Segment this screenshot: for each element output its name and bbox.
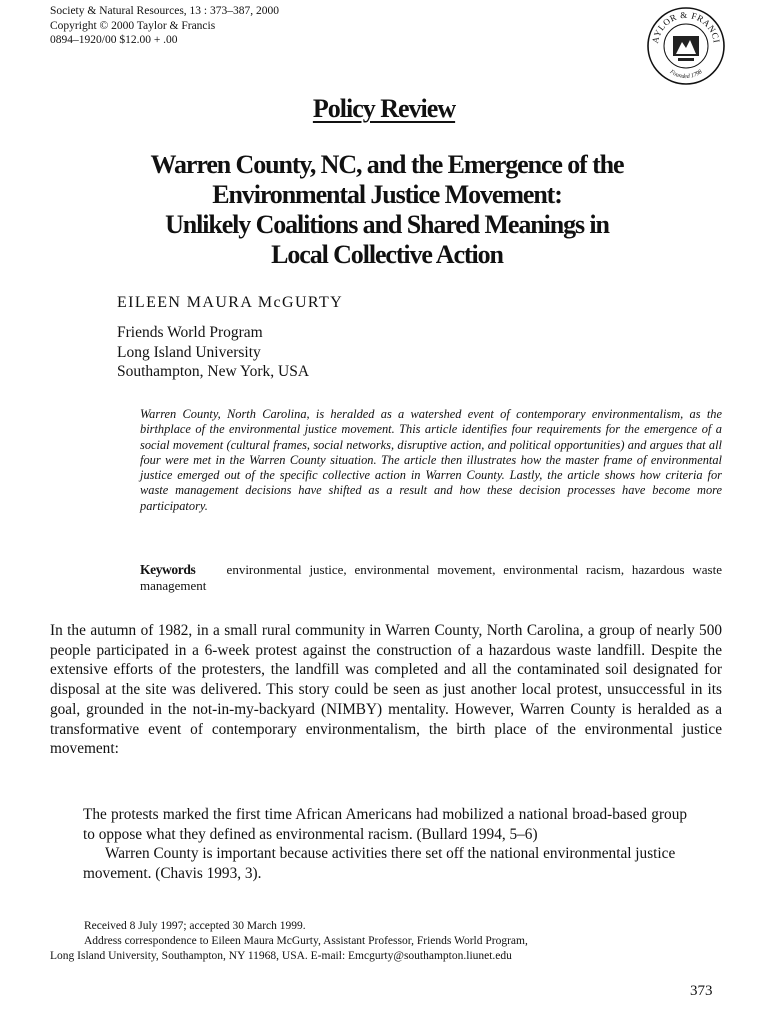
footnote: [50, 919, 722, 964]
keywords-label: Keywords: [140, 562, 196, 577]
section-title: Policy Review: [312, 94, 456, 123]
svg-text:TAYLOR & FRANCIS: AYLOR & FRANCI: [650, 9, 722, 45]
article-title: [60, 150, 714, 270]
affiliation-line: Long Island University: [117, 343, 261, 361]
correspondence-address: Address correspondence to Eileen Maura McGurty, Assistant Professor, Friends World Program,: [84, 935, 528, 947]
journal-citation: Society & Natural Resources, 13 : 373–387, 2000: [50, 5, 280, 17]
publisher-logo: [646, 6, 726, 86]
correspondence-address-cont: Long Island University, Southampton, NY 11968, USA. E-mail: Emcgurty@southampton.liunet.edu: [50, 950, 512, 962]
body-paragraph: In the autumn of 1982, in a small rural community in Warren County, North Carolina, a group of nearly 500 people participated in a 6-week protest against the construction of a hazardous waste landfill. Despite the extensive efforts of the protesters, the landfill was completed and all the contaminated soil designated for disposal at the site was delivered. This story could be seen as just another local protest, unsuccessful in its goal, grounded in the not-in-my-backyard (NIMBY) mentality. However, Warren County is heralded as a transformative event of contemporary environmentalism, the birth place of the environmental justice movement:: [50, 622, 722, 758]
affiliation-line: Friends World Program: [117, 324, 263, 341]
affiliation-line: Southampton, New York, USA: [117, 363, 310, 380]
quote-chavis: Warren County is important because activities there set off the national environmental justice movement. (Chavis 1993, 3).: [83, 845, 676, 883]
author-name: EILEEN MAURA McGURTY: [117, 294, 344, 311]
title-line: Warren County, NC, and the Emergence of the: [150, 150, 624, 179]
journal-header: [50, 4, 279, 48]
svg-text:Founded 1798: Founded 1798: [668, 69, 704, 81]
title-line: Environmental Justice Movement:: [212, 180, 562, 209]
block-quote: [83, 805, 687, 884]
keywords-text: environmental justice, environmental movement, environmental racism, hazardous waste management: [140, 562, 722, 593]
author-affiliation: [117, 323, 309, 382]
issn-line: 0894–1920/00 $12.00 + .00: [50, 34, 178, 46]
keywords: [140, 562, 722, 594]
quote-bullard: The protests marked the first time African Americans had mobilized a national broad-based group to oppose what they defined as environmental racism. (Bullard 1994, 5–6): [83, 806, 687, 843]
title-line: Unlikely Coalitions and Shared Meanings in: [165, 210, 609, 239]
page-number: 373: [690, 983, 713, 999]
abstract: Warren County, North Carolina, is heralded as a watershed event of contemporary environmentalism, as the birthplace of the environmental justice movement. This article identifies four requirements for the emergence of a social movement (cultural frames, social networks, disruptive action, and political opportunities) and argues that all four were met in the Warren County situation. The article then illustrates how the master frame of environmental justice emerged out of the specific collective action in Warren County. Lastly, the article shows how criteria for waste management decisions have shifted as a result and how these decision processes have become more participatory.: [140, 407, 722, 513]
title-line: Local Collective Action: [271, 240, 503, 269]
copyright-line: Copyright © 2000 Taylor & Francis: [50, 19, 216, 32]
received-dates: Received 8 July 1997; accepted 30 March 1999.: [84, 920, 306, 932]
publisher-seal-icon: [646, 6, 726, 86]
